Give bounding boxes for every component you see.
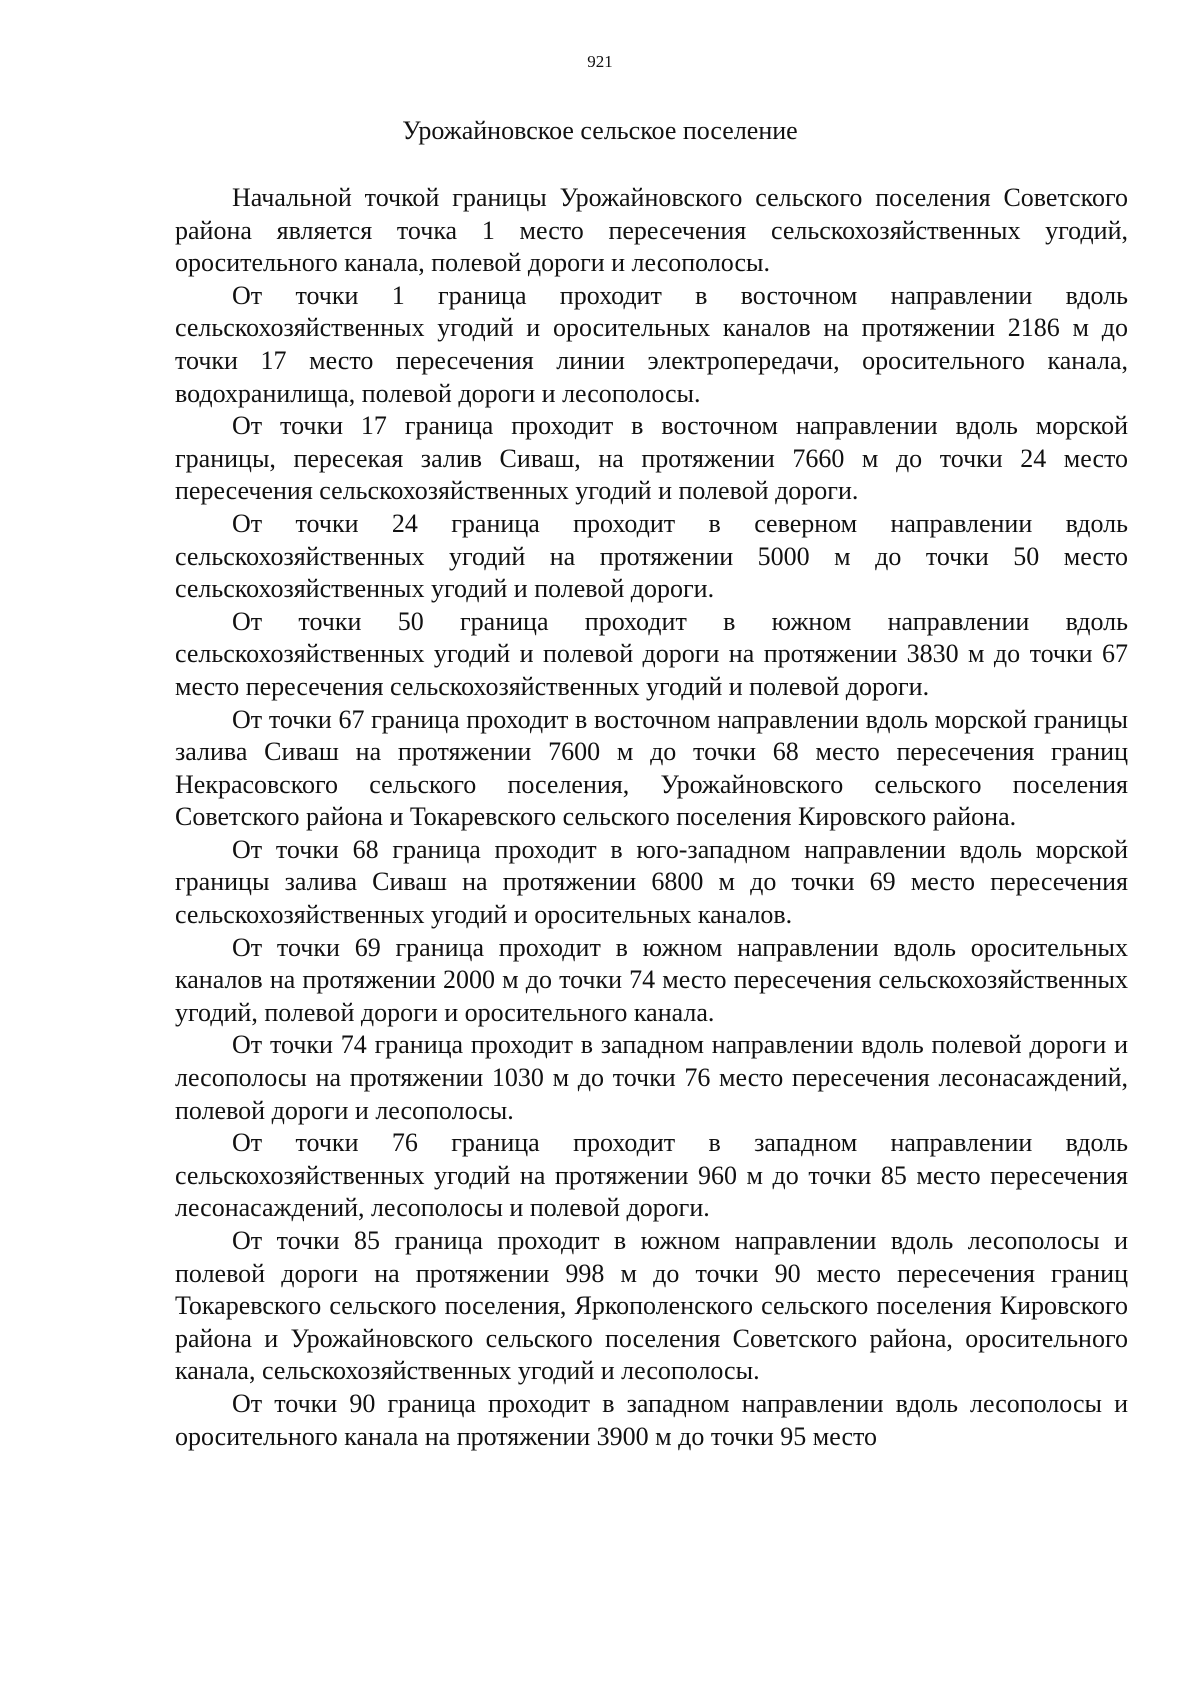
paragraph: От точки 74 граница проходит в западном направлении вдоль полевой дороги и лесополосы на протяжении 1030 м до точки 76 место пересечения лесонасаждений, полевой дороги и лесополосы.: [175, 1030, 1128, 1125]
paragraph: От точки 67 граница проходит в восточном направлении вдоль морской границы залива Сиваш на протяжении 7600 м до точки 68 место пересечения границ Некрасовского сельского поселения, Урожайновского сельского поселения Советского района и Токаревского сельского поселения Кировского района.: [175, 704, 1128, 832]
paragraph: От точки 17 граница проходит в восточном направлении вдоль морской границы, пересекая залив Сиваш, на протяжении 7660 м до точки 24 место пересечения сельскохозяйственных угодий и полевой дороги.: [175, 411, 1128, 506]
section-title: Урожайновское сельское поселение: [402, 116, 798, 145]
boundary-description: [175, 182, 1128, 1453]
paragraph: От точки 68 граница проходит в юго-западном направлении вдоль морской границы залива Сиваш на протяжении 6800 м до точки 69 место пересечения сельскохозяйственных угодий и оросительных каналов.: [175, 834, 1128, 930]
paragraph: От точки 76 граница проходит в западном направлении вдоль сельскохозяйственных угодий на протяжении 960 м до точки 85 место пересечения лесонасаждений, лесополосы и полевой дороги.: [175, 1128, 1128, 1223]
paragraph: От точки 69 граница проходит в южном направлении вдоль оросительных каналов на протяжении 2000 м до точки 74 место пересечения сельскохозяйственных угодий, полевой дороги и оросительного канала.: [175, 932, 1128, 1027]
paragraph: От точки 1 граница проходит в восточном направлении вдоль сельскохозяйственных угодий и оросительных каналов на протяжении 2186 м до точки 17 место пересечения линии электропередачи, оросительного канала, водохранилища, полевой дороги и лесополосы.: [175, 280, 1128, 408]
paragraph: От точки 90 граница проходит в западном направлении вдоль лесополосы и оросительного канала на протяжении 3900 м до точки 95 место: [175, 1388, 1128, 1451]
paragraph: Начальной точкой границы Урожайновского сельского поселения Советского района является точка 1 место пересечения сельскохозяйственных угодий, оросительного канала, полевой дороги и лесополосы.: [175, 183, 1128, 278]
paragraph: От точки 50 граница проходит в южном направлении вдоль сельскохозяйственных угодий и полевой дороги на протяжении 3830 м до точки 67 место пересечения сельскохозяйственных угодий и полевой дороги.: [175, 606, 1128, 701]
paragraph: От точки 85 граница проходит в южном направлении вдоль лесополосы и полевой дороги на протяжении 998 м до точки 90 место пересечения границ Токаревского сельского поселения, Яркополенского сельского поселения Кировского района и Урожайновского сельского поселения Советского района, оросительного канала, сельскохозяйственных угодий и лесополосы.: [175, 1226, 1128, 1386]
page-number: 921: [587, 52, 613, 71]
paragraph: От точки 24 граница проходит в северном направлении вдоль сельскохозяйственных угодий на протяжении 5000 м до точки 50 место сельскохозяйственных угодий и полевой дороги.: [175, 508, 1128, 604]
